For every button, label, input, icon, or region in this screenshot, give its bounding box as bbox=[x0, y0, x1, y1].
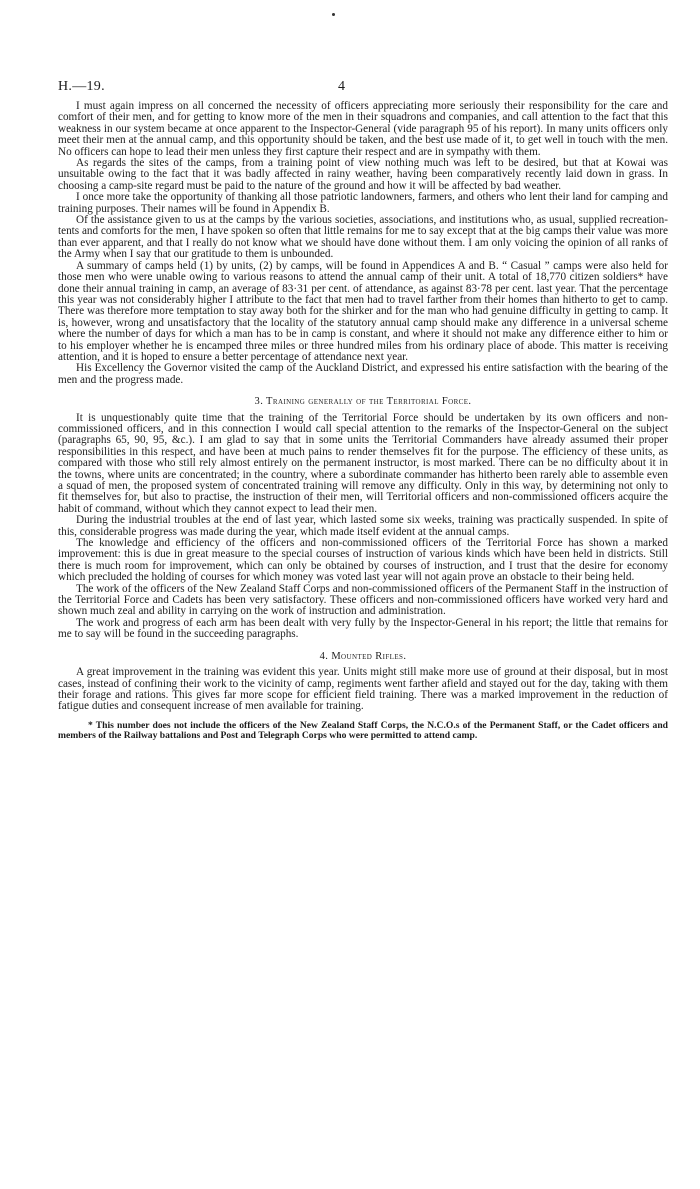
paragraph-staff-corps: The work of the officers of the New Zealand Staff Corps and non-commissioned officers of the Permanent Staff in the instruction of the Territorial Force and Cadets has been very satisfactory. These officers and non-commissioned officers have worked very hard and shown much zeal and ability in carrying on the work of instruction and administration. bbox=[58, 582, 668, 618]
paragraph-territorial-training: It is unquestionably quite time that the training of the Territorial Force should be undertaken by its own officers and non-commissioned officers, and in this connection I would call special attention to the remarks of the Inspector-General on the subject (paragraphs 65, 90, 95, &c.). I am glad to say that in some units the Territorial Commanders have already assumed their proper responsibilities in this respect, and have been at much pains to render themselves fit for the purpose. The efficiency of these units, as compared with those who still rely almost entirely on the permanent instructor, is most marked. There can be no difficulty about it in the towns, where units are concentrated; in the country, where a subordinate commander has hitherto been rarely able to assemble even a squad of men, the proposed system of concentrated training will remove any difficulty. Only in this way, by determining not only to fit themselves for, but also to practise, the instruction of their men, will Territorial officers and non-commissioned officers acquire the habit of command, without which they cannot expect to lead their men. bbox=[58, 411, 668, 515]
paragraph-mounted-rifles: A great improvement in the training was evident this year. Units might still make more use of ground at their disposal, but in most cases, instead of confining their work to the vicinity of camp, regiments went farther afield and stayed out for the day, taking with them their forage and rations. This gives far more scope for efficient field training. There was a marked improvement in the reduction of fatigue duties and consequent increase of men available for training. bbox=[58, 666, 668, 713]
paragraph-knowledge-efficiency: The knowledge and efficiency of the officers and non-commissioned officers of the Territorial Force has shown a marked improvement: this is due in great measure to the special courses of instruction of various kinds which have been held in districts. Still there is much room for improvement, which can only be obtained by courses of instruction, and I trust that the desire for economy which precluded the holding of courses for which money was voted last year will not again prove an obstacle to their being held. bbox=[58, 537, 668, 584]
page-number: 4 bbox=[338, 79, 345, 94]
section-heading-training: 3. Training generally of the Territorial Force. bbox=[254, 396, 472, 408]
section-heading-mounted-rifles: 4. Mounted Rifles. bbox=[319, 650, 407, 662]
paragraph-camp-sites: As regards the sites of the camps, from a training point of view nothing much was left to be desired, but that at Kowai was unsuitable owing to the fact that it was badly affected in rainy weather, having been comparatively recently laid down in grass. In choosing a camp-site regard must be paid to the nature of the ground and how it will be affected by bad weather. bbox=[58, 157, 668, 192]
footnote: * This number does not include the officers of the New Zealand Staff Corps, the N.C.O.s of the Permanent Staff, or the Cadet officers and members of the Railway battalions and Post and Telegraph Corps who were permitted to attend camp. bbox=[58, 719, 668, 742]
paragraph-camp-summary: A summary of camps held (1) by units, (2) by camps, will be found in Appendices A and B. “ Casual ” camps were also held for those men who were unable owing to various reasons to attend the annual camp of their unit. A total of 18,770 citizen soldiers* have done their annual training in camp, an average of 83·31 per cent. of attendance, as against 83·78 per cent. last year. That the percentage this year was not considerably higher I attribute to the fact that men had to travel farther from their homes than hitherto to get to camp. There was therefore more temptation to stay away both for the shirker and for the man who had genuine difficulty in getting to camp. It is, however, wrong and unsatisfactory that the locality of the statutory annual camp should make any difference in a universal scheme where the number of days for which a man has to be in camp is constant, and where it should not make any difference either to him or to his employer whether he is encamped three miles or three hundred miles from his ordinary place of abode. This matter is receiving attention, and it is hoped to ensure a better percentage of attendance next year. bbox=[58, 259, 668, 363]
paragraph-each-arm: The work and progress of each arm has been dealt with very fully by the Inspector-General in his report; the little that remains for me to say will be found in the succeeding paragraphs. bbox=[58, 616, 668, 641]
paragraph-societies: Of the assistance given to us at the camps by the various societies, associations, and institutions who, as usual, supplied recreation-tents and comforts for the men, I have spoken so often that little remains for me to say except that at the big camps their value was more than ever apparent, and that I really do not know what we should have done without them. I am only voicing the opinion of all ranks of the Army when I say that our gratitude to them is unbounded. bbox=[58, 214, 668, 261]
printing-mark bbox=[332, 13, 335, 16]
page-header bbox=[58, 79, 658, 99]
paragraph-industrial-troubles: During the industrial troubles at the end of last year, which lasted some six weeks, training was practically suspended. In spite of this, considerable progress was made during the year, which made itself evident at the annual camps. bbox=[58, 514, 668, 538]
document-body bbox=[58, 101, 668, 742]
document-reference: H.—19. bbox=[58, 79, 105, 94]
paragraph-officers-responsibility: I must again impress on all concerned the necessity of officers appreciating more seriously their responsibility for the care and comfort of their men, and for getting to know more of the men in their squadrons and companies, and call attention to the fact that this weakness in our system became at once apparent to the Inspector-General (vide paragraph 95 of his report). In many units officers only meet their men at the annual camp, and this opportunity should be taken, and the best use made of it, to get well in touch with the men. No officers can hope to lead their men unless they first capture their respect and are in sympathy with them. bbox=[58, 100, 668, 158]
paragraph-governor-visit: His Excellency the Governor visited the camp of the Auckland District, and expressed his entire satisfaction with the bearing of the men and the progress made. bbox=[58, 362, 668, 386]
paragraph-landowners: I once more take the opportunity of thanking all those patriotic landowners, farmers, and others who lent their land for camping and training purposes. Their names will be found in Appendix B. bbox=[58, 191, 668, 215]
